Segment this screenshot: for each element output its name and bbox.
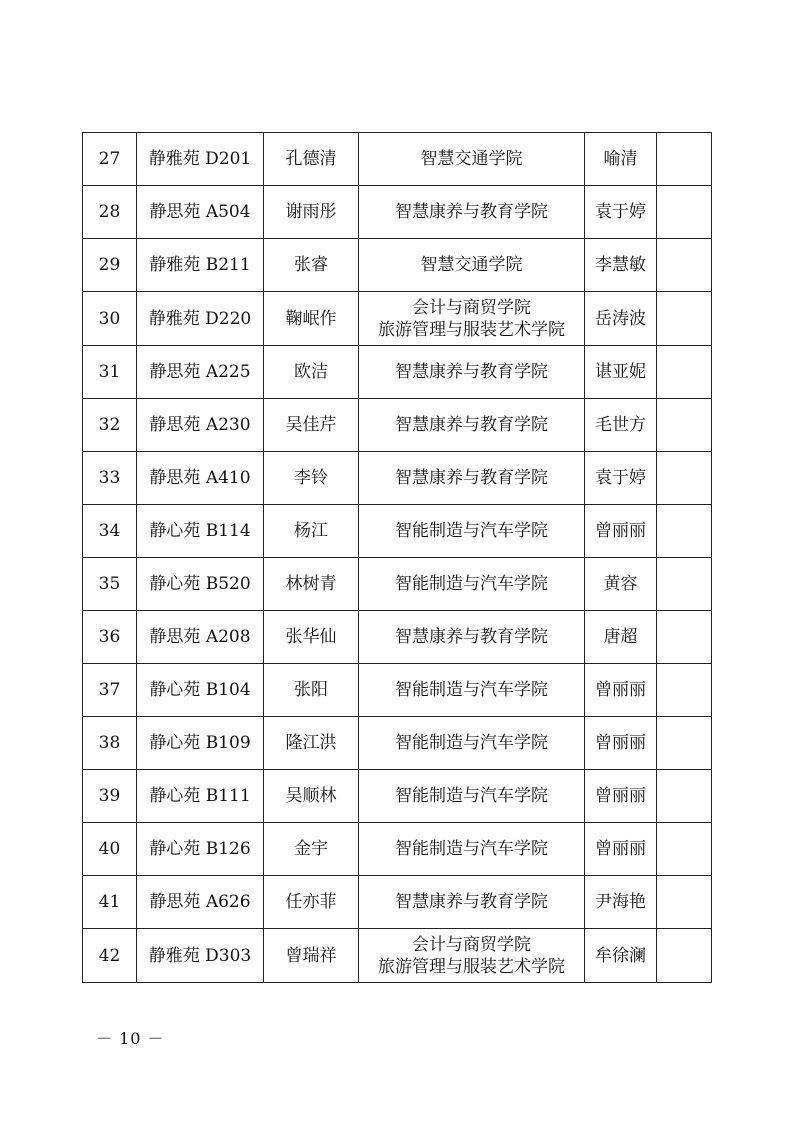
cell-college bbox=[359, 823, 585, 876]
cell-college bbox=[359, 929, 585, 983]
cell-room: 静心苑 B111 bbox=[137, 770, 264, 823]
cell-room: 静思苑 A626 bbox=[137, 876, 264, 929]
college-line: 会计与商贸学院 bbox=[412, 934, 531, 955]
cell-room: 静心苑 B126 bbox=[137, 823, 264, 876]
cell-remark bbox=[657, 558, 712, 611]
cell-room: 静思苑 A225 bbox=[137, 346, 264, 399]
cell-number: 35 bbox=[83, 558, 137, 611]
cell-room: 静心苑 B114 bbox=[137, 505, 264, 558]
table-row bbox=[83, 399, 712, 452]
table-row bbox=[83, 558, 712, 611]
cell-remark bbox=[657, 717, 712, 770]
dormitory-table bbox=[82, 132, 712, 983]
cell-remark bbox=[657, 770, 712, 823]
cell-college bbox=[359, 133, 585, 186]
cell-room: 静思苑 A208 bbox=[137, 611, 264, 664]
table-row bbox=[83, 186, 712, 239]
cell-college bbox=[359, 399, 585, 452]
cell-number: 29 bbox=[83, 239, 137, 292]
cell-number: 41 bbox=[83, 876, 137, 929]
cell-counselor: 岳涛波 bbox=[585, 292, 657, 346]
cell-counselor: 袁于婷 bbox=[585, 452, 657, 505]
cell-college bbox=[359, 346, 585, 399]
cell-number: 39 bbox=[83, 770, 137, 823]
cell-number: 36 bbox=[83, 611, 137, 664]
cell-remark bbox=[657, 611, 712, 664]
cell-name: 欧洁 bbox=[264, 346, 359, 399]
cell-name: 张阳 bbox=[264, 664, 359, 717]
cell-remark bbox=[657, 823, 712, 876]
cell-counselor: 尹海艳 bbox=[585, 876, 657, 929]
college-line: 智能制造与汽车学院 bbox=[395, 786, 548, 806]
cell-name: 林树青 bbox=[264, 558, 359, 611]
table-row bbox=[83, 611, 712, 664]
cell-remark bbox=[657, 929, 712, 983]
cell-college bbox=[359, 558, 585, 611]
cell-room: 静思苑 A504 bbox=[137, 186, 264, 239]
cell-counselor: 曾丽丽 bbox=[585, 717, 657, 770]
cell-room: 静雅苑 D201 bbox=[137, 133, 264, 186]
college-line: 智慧康养与教育学院 bbox=[395, 202, 548, 222]
cell-name: 吴顺林 bbox=[264, 770, 359, 823]
cell-counselor: 袁于婷 bbox=[585, 186, 657, 239]
cell-counselor: 曾丽丽 bbox=[585, 770, 657, 823]
cell-number: 42 bbox=[83, 929, 137, 983]
cell-room: 静心苑 B520 bbox=[137, 558, 264, 611]
cell-counselor: 唐超 bbox=[585, 611, 657, 664]
cell-name: 杨江 bbox=[264, 505, 359, 558]
college-line: 智能制造与汽车学院 bbox=[395, 574, 548, 594]
cell-college bbox=[359, 717, 585, 770]
college-line: 会计与商贸学院 bbox=[412, 297, 531, 318]
table-row bbox=[83, 770, 712, 823]
college-line: 智慧康养与教育学院 bbox=[395, 415, 548, 435]
cell-college bbox=[359, 505, 585, 558]
cell-number: 28 bbox=[83, 186, 137, 239]
cell-remark bbox=[657, 452, 712, 505]
cell-remark bbox=[657, 664, 712, 717]
cell-remark bbox=[657, 876, 712, 929]
cell-name: 孔德清 bbox=[264, 133, 359, 186]
cell-counselor: 毛世方 bbox=[585, 399, 657, 452]
cell-counselor: 谌亚妮 bbox=[585, 346, 657, 399]
table-row bbox=[83, 505, 712, 558]
cell-name: 鞠岷作 bbox=[264, 292, 359, 346]
cell-number: 38 bbox=[83, 717, 137, 770]
table-row bbox=[83, 239, 712, 292]
cell-counselor: 牟徐澜 bbox=[585, 929, 657, 983]
cell-college bbox=[359, 292, 585, 346]
table-row bbox=[83, 929, 712, 983]
college-line: 智能制造与汽车学院 bbox=[395, 680, 548, 700]
table-row bbox=[83, 876, 712, 929]
cell-room: 静心苑 B109 bbox=[137, 717, 264, 770]
cell-college bbox=[359, 770, 585, 823]
table-row bbox=[83, 717, 712, 770]
college-line: 智能制造与汽车学院 bbox=[395, 733, 548, 753]
college-line: 智慧康养与教育学院 bbox=[395, 627, 548, 647]
cell-name: 任亦菲 bbox=[264, 876, 359, 929]
cell-name: 吴佳芹 bbox=[264, 399, 359, 452]
cell-counselor: 曾丽丽 bbox=[585, 664, 657, 717]
college-line: 智慧康养与教育学院 bbox=[395, 362, 548, 382]
cell-name: 张睿 bbox=[264, 239, 359, 292]
cell-counselor: 曾丽丽 bbox=[585, 823, 657, 876]
college-line: 智慧交通学院 bbox=[420, 255, 523, 275]
cell-college bbox=[359, 876, 585, 929]
cell-room: 静思苑 A230 bbox=[137, 399, 264, 452]
page-number: － 10 － bbox=[96, 1029, 165, 1048]
cell-name: 李铃 bbox=[264, 452, 359, 505]
cell-remark bbox=[657, 399, 712, 452]
cell-remark bbox=[657, 505, 712, 558]
table-body bbox=[83, 133, 712, 983]
cell-room: 静雅苑 D220 bbox=[137, 292, 264, 346]
cell-counselor: 李慧敏 bbox=[585, 239, 657, 292]
college-line: 旅游管理与服装艺术学院 bbox=[378, 956, 565, 977]
cell-number: 34 bbox=[83, 505, 137, 558]
college-line: 智慧康养与教育学院 bbox=[395, 892, 548, 912]
cell-room: 静雅苑 D303 bbox=[137, 929, 264, 983]
cell-room: 静心苑 B104 bbox=[137, 664, 264, 717]
cell-counselor: 喻清 bbox=[585, 133, 657, 186]
cell-name: 曾瑞祥 bbox=[264, 929, 359, 983]
cell-name: 金宇 bbox=[264, 823, 359, 876]
cell-number: 27 bbox=[83, 133, 137, 186]
table-row bbox=[83, 346, 712, 399]
cell-college bbox=[359, 239, 585, 292]
cell-name: 张华仙 bbox=[264, 611, 359, 664]
cell-name: 隆江洪 bbox=[264, 717, 359, 770]
cell-counselor: 曾丽丽 bbox=[585, 505, 657, 558]
cell-number: 30 bbox=[83, 292, 137, 346]
cell-remark bbox=[657, 133, 712, 186]
college-line: 旅游管理与服装艺术学院 bbox=[378, 319, 565, 340]
college-line: 智能制造与汽车学院 bbox=[395, 521, 548, 541]
cell-college bbox=[359, 452, 585, 505]
cell-college bbox=[359, 186, 585, 239]
cell-number: 31 bbox=[83, 346, 137, 399]
cell-room: 静思苑 A410 bbox=[137, 452, 264, 505]
cell-name: 谢雨彤 bbox=[264, 186, 359, 239]
cell-number: 40 bbox=[83, 823, 137, 876]
table-row bbox=[83, 823, 712, 876]
table-row bbox=[83, 664, 712, 717]
cell-college bbox=[359, 664, 585, 717]
cell-number: 37 bbox=[83, 664, 137, 717]
cell-number: 33 bbox=[83, 452, 137, 505]
college-line: 智慧交通学院 bbox=[420, 149, 523, 169]
cell-college bbox=[359, 611, 585, 664]
cell-number: 32 bbox=[83, 399, 137, 452]
table-row bbox=[83, 452, 712, 505]
cell-room: 静雅苑 B211 bbox=[137, 239, 264, 292]
cell-remark bbox=[657, 239, 712, 292]
cell-remark bbox=[657, 346, 712, 399]
college-line: 智能制造与汽车学院 bbox=[395, 839, 548, 859]
table-row bbox=[83, 133, 712, 186]
college-line: 智慧康养与教育学院 bbox=[395, 468, 548, 488]
table-row bbox=[83, 292, 712, 346]
cell-remark bbox=[657, 292, 712, 346]
cell-counselor: 黄容 bbox=[585, 558, 657, 611]
cell-remark bbox=[657, 186, 712, 239]
